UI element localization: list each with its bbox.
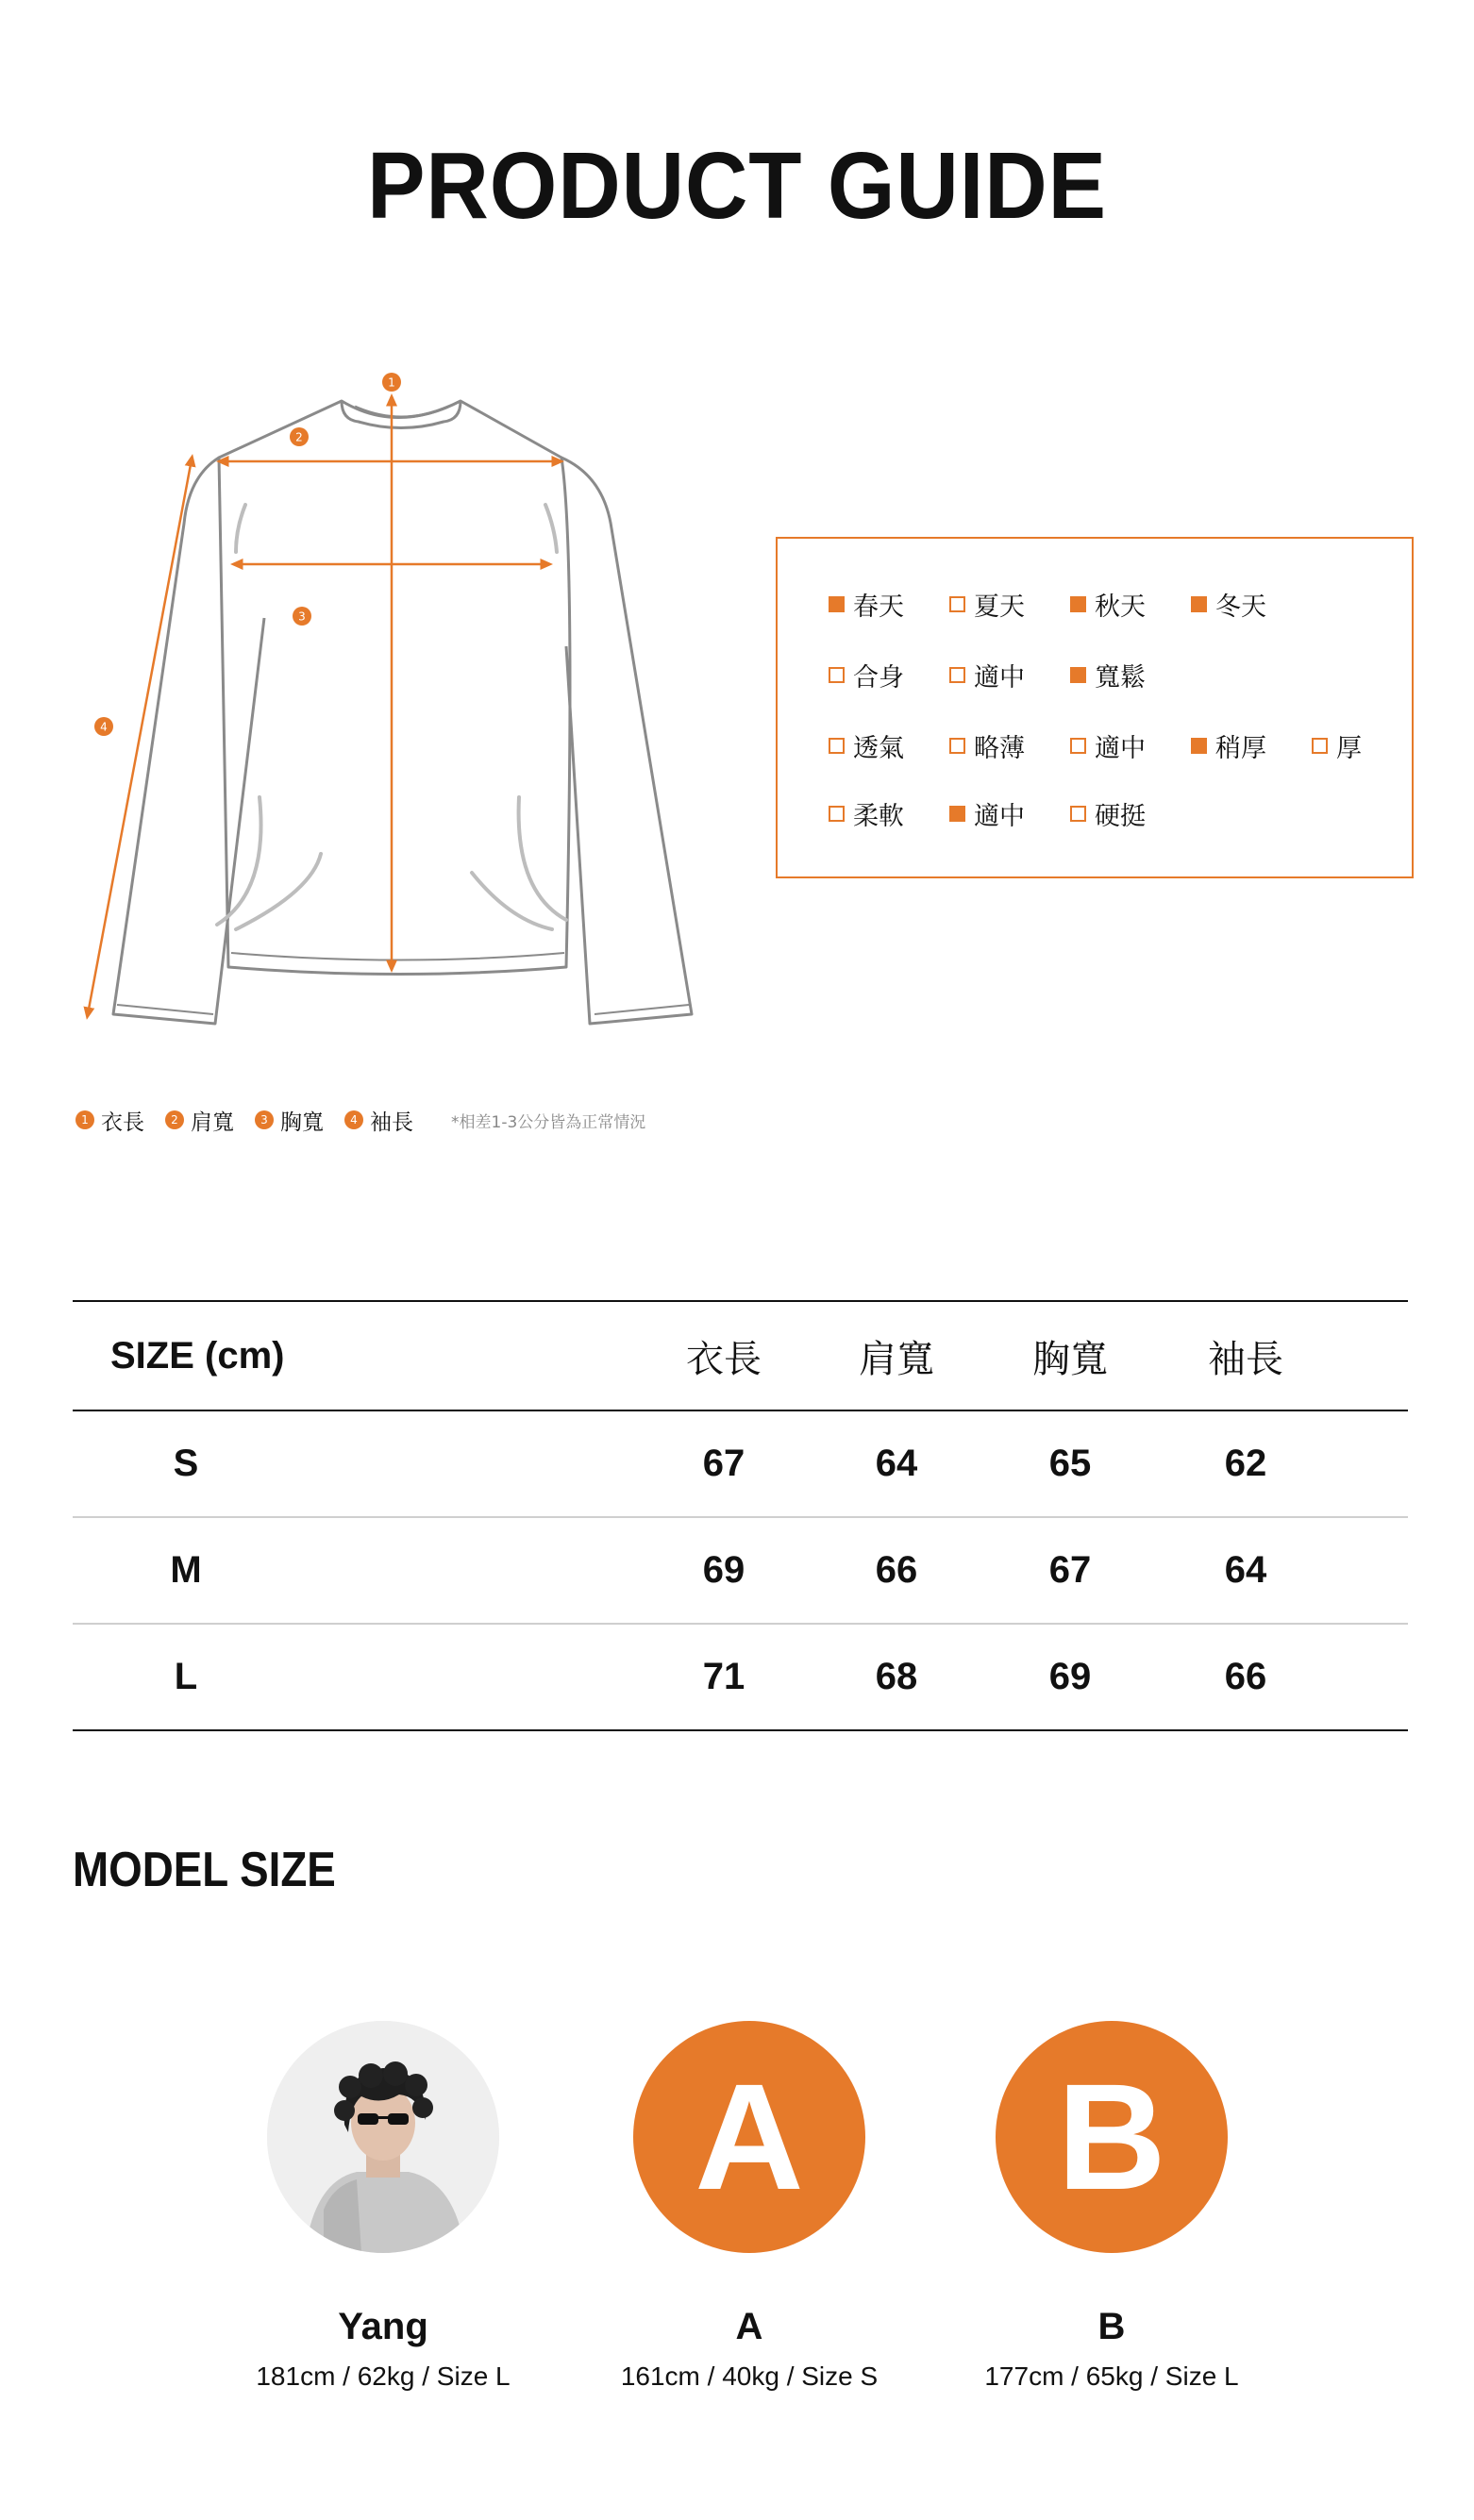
attribute-option [949, 586, 1070, 623]
table-cell: 64 [875, 1443, 918, 1484]
marker-4: 4 [100, 720, 108, 734]
checkbox-icon [1312, 738, 1328, 754]
legend-item [75, 1105, 144, 1136]
legend-item [255, 1105, 324, 1136]
attribute-label: 略薄 [974, 733, 1025, 763]
size-label: L [174, 1656, 198, 1697]
checkbox-icon [1070, 667, 1086, 683]
header-chest: 胸寬 [1032, 1337, 1108, 1381]
attribute-option [829, 795, 949, 832]
checkbox-icon [949, 738, 965, 754]
attribute-label: 厚 [1336, 733, 1362, 763]
attribute-label: 硬挺 [1095, 801, 1146, 831]
attribute-label: 春天 [853, 592, 904, 622]
size-table [73, 1300, 1408, 1731]
page-title: PRODUCT GUIDE [367, 133, 1107, 239]
table-cell: 66 [1224, 1656, 1267, 1697]
attribute-option [1070, 795, 1191, 832]
attribute-label: 寬鬆 [1095, 662, 1146, 693]
attribute-label: 適中 [974, 662, 1025, 693]
checkbox-icon [949, 667, 965, 683]
legend-label: 衣長 [101, 1110, 144, 1135]
attribute-label: 適中 [974, 801, 1025, 831]
legend-item [344, 1105, 413, 1136]
attribute-label: 合身 [853, 662, 904, 693]
model-name: A [735, 2306, 763, 2347]
measure-markers [94, 373, 401, 736]
legend-label: 袖長 [370, 1110, 413, 1135]
legend-label: 胸寬 [280, 1110, 324, 1135]
legend-number: 1 [75, 1110, 94, 1129]
checkbox-icon [1070, 738, 1086, 754]
table-cell: 62 [1224, 1443, 1267, 1484]
header-shoulder: 肩寬 [859, 1337, 934, 1381]
attribute-option [1070, 727, 1191, 764]
attribute-label: 冬天 [1215, 592, 1266, 622]
table-header-row [73, 1300, 1408, 1411]
checkbox-icon [829, 667, 845, 683]
table-row [73, 1411, 1408, 1518]
garment-diagram [75, 363, 717, 1043]
checkbox-icon [1191, 738, 1207, 754]
thickness-row [829, 726, 1378, 764]
model-stats: 181cm / 62kg / Size L [256, 2361, 511, 2391]
season-row [829, 585, 1312, 623]
header-sleeve: 袖長 [1208, 1337, 1283, 1381]
table-cell: 67 [702, 1443, 745, 1484]
checkbox-icon [1191, 596, 1207, 612]
attribute-option [1312, 727, 1378, 764]
attribute-label: 稍厚 [1215, 733, 1266, 763]
fabric-attributes-box [776, 537, 1414, 878]
table-row [73, 1518, 1408, 1625]
attribute-option [829, 727, 949, 764]
model-stats: 177cm / 65kg / Size L [984, 2361, 1239, 2391]
header-size: SIZE (cm) [110, 1334, 285, 1377]
table-row [73, 1625, 1408, 1731]
table-cell: 71 [702, 1656, 745, 1697]
attribute-label: 柔軟 [853, 801, 904, 831]
model-stats: 161cm / 40kg / Size S [620, 2361, 879, 2391]
model-card [194, 2021, 572, 2392]
model-name: B [1097, 2306, 1126, 2347]
model-size-heading: MODEL SIZE [73, 1843, 336, 1897]
checkbox-icon [829, 596, 845, 612]
shirt-outline [113, 401, 692, 1024]
model-photo-icon [267, 2021, 499, 2253]
attribute-label: 透氣 [853, 733, 904, 763]
attribute-label: 秋天 [1095, 592, 1146, 622]
attribute-option [949, 795, 1070, 832]
checkbox-icon [1070, 596, 1086, 612]
attribute-option [1070, 586, 1191, 623]
model-card [923, 2021, 1300, 2392]
marker-1: 1 [388, 375, 395, 390]
size-label: M [170, 1549, 202, 1591]
table-cell: 68 [875, 1656, 918, 1697]
header-length: 衣長 [686, 1337, 762, 1381]
checkbox-icon [829, 806, 845, 822]
table-cell: 67 [1048, 1549, 1092, 1591]
checkbox-icon [949, 806, 965, 822]
checkbox-icon [949, 596, 965, 612]
checkbox-icon [1070, 806, 1086, 822]
attribute-option [1191, 586, 1312, 623]
measure-sleeve-line [88, 459, 192, 1014]
model-avatar [996, 2021, 1228, 2253]
legend-label: 肩寬 [191, 1110, 234, 1135]
legend-number: 3 [255, 1110, 274, 1129]
avatar-letter: A [695, 2052, 804, 2221]
attribute-option [949, 727, 1070, 764]
table-cell: 69 [1048, 1656, 1092, 1697]
attribute-option [829, 586, 949, 623]
attribute-option [949, 657, 1070, 693]
checkbox-icon [829, 738, 845, 754]
table-cell: 64 [1224, 1549, 1267, 1591]
marker-3: 3 [298, 609, 306, 624]
model-avatar [267, 2021, 499, 2253]
legend-number: 2 [165, 1110, 184, 1129]
measurement-legend [75, 1106, 645, 1134]
legend-number: 4 [344, 1110, 363, 1129]
fit-row [829, 656, 1191, 693]
softness-row [829, 794, 1191, 832]
tolerance-note: *相差1-3公分皆為正常情況 [451, 1112, 646, 1132]
attribute-option [1070, 657, 1191, 693]
marker-2: 2 [295, 430, 303, 444]
model-name: Yang [338, 2306, 428, 2347]
table-cell: 69 [702, 1549, 745, 1591]
model-avatar [633, 2021, 865, 2253]
attribute-option [829, 657, 949, 693]
table-cell: 66 [875, 1549, 918, 1591]
avatar-letter: B [1057, 2052, 1166, 2221]
size-label: S [173, 1443, 199, 1484]
attribute-label: 適中 [1095, 733, 1146, 763]
attribute-label: 夏天 [974, 592, 1025, 622]
attribute-option [1191, 727, 1312, 764]
model-card [561, 2021, 938, 2392]
legend-item [165, 1105, 234, 1136]
table-cell: 65 [1048, 1443, 1092, 1484]
